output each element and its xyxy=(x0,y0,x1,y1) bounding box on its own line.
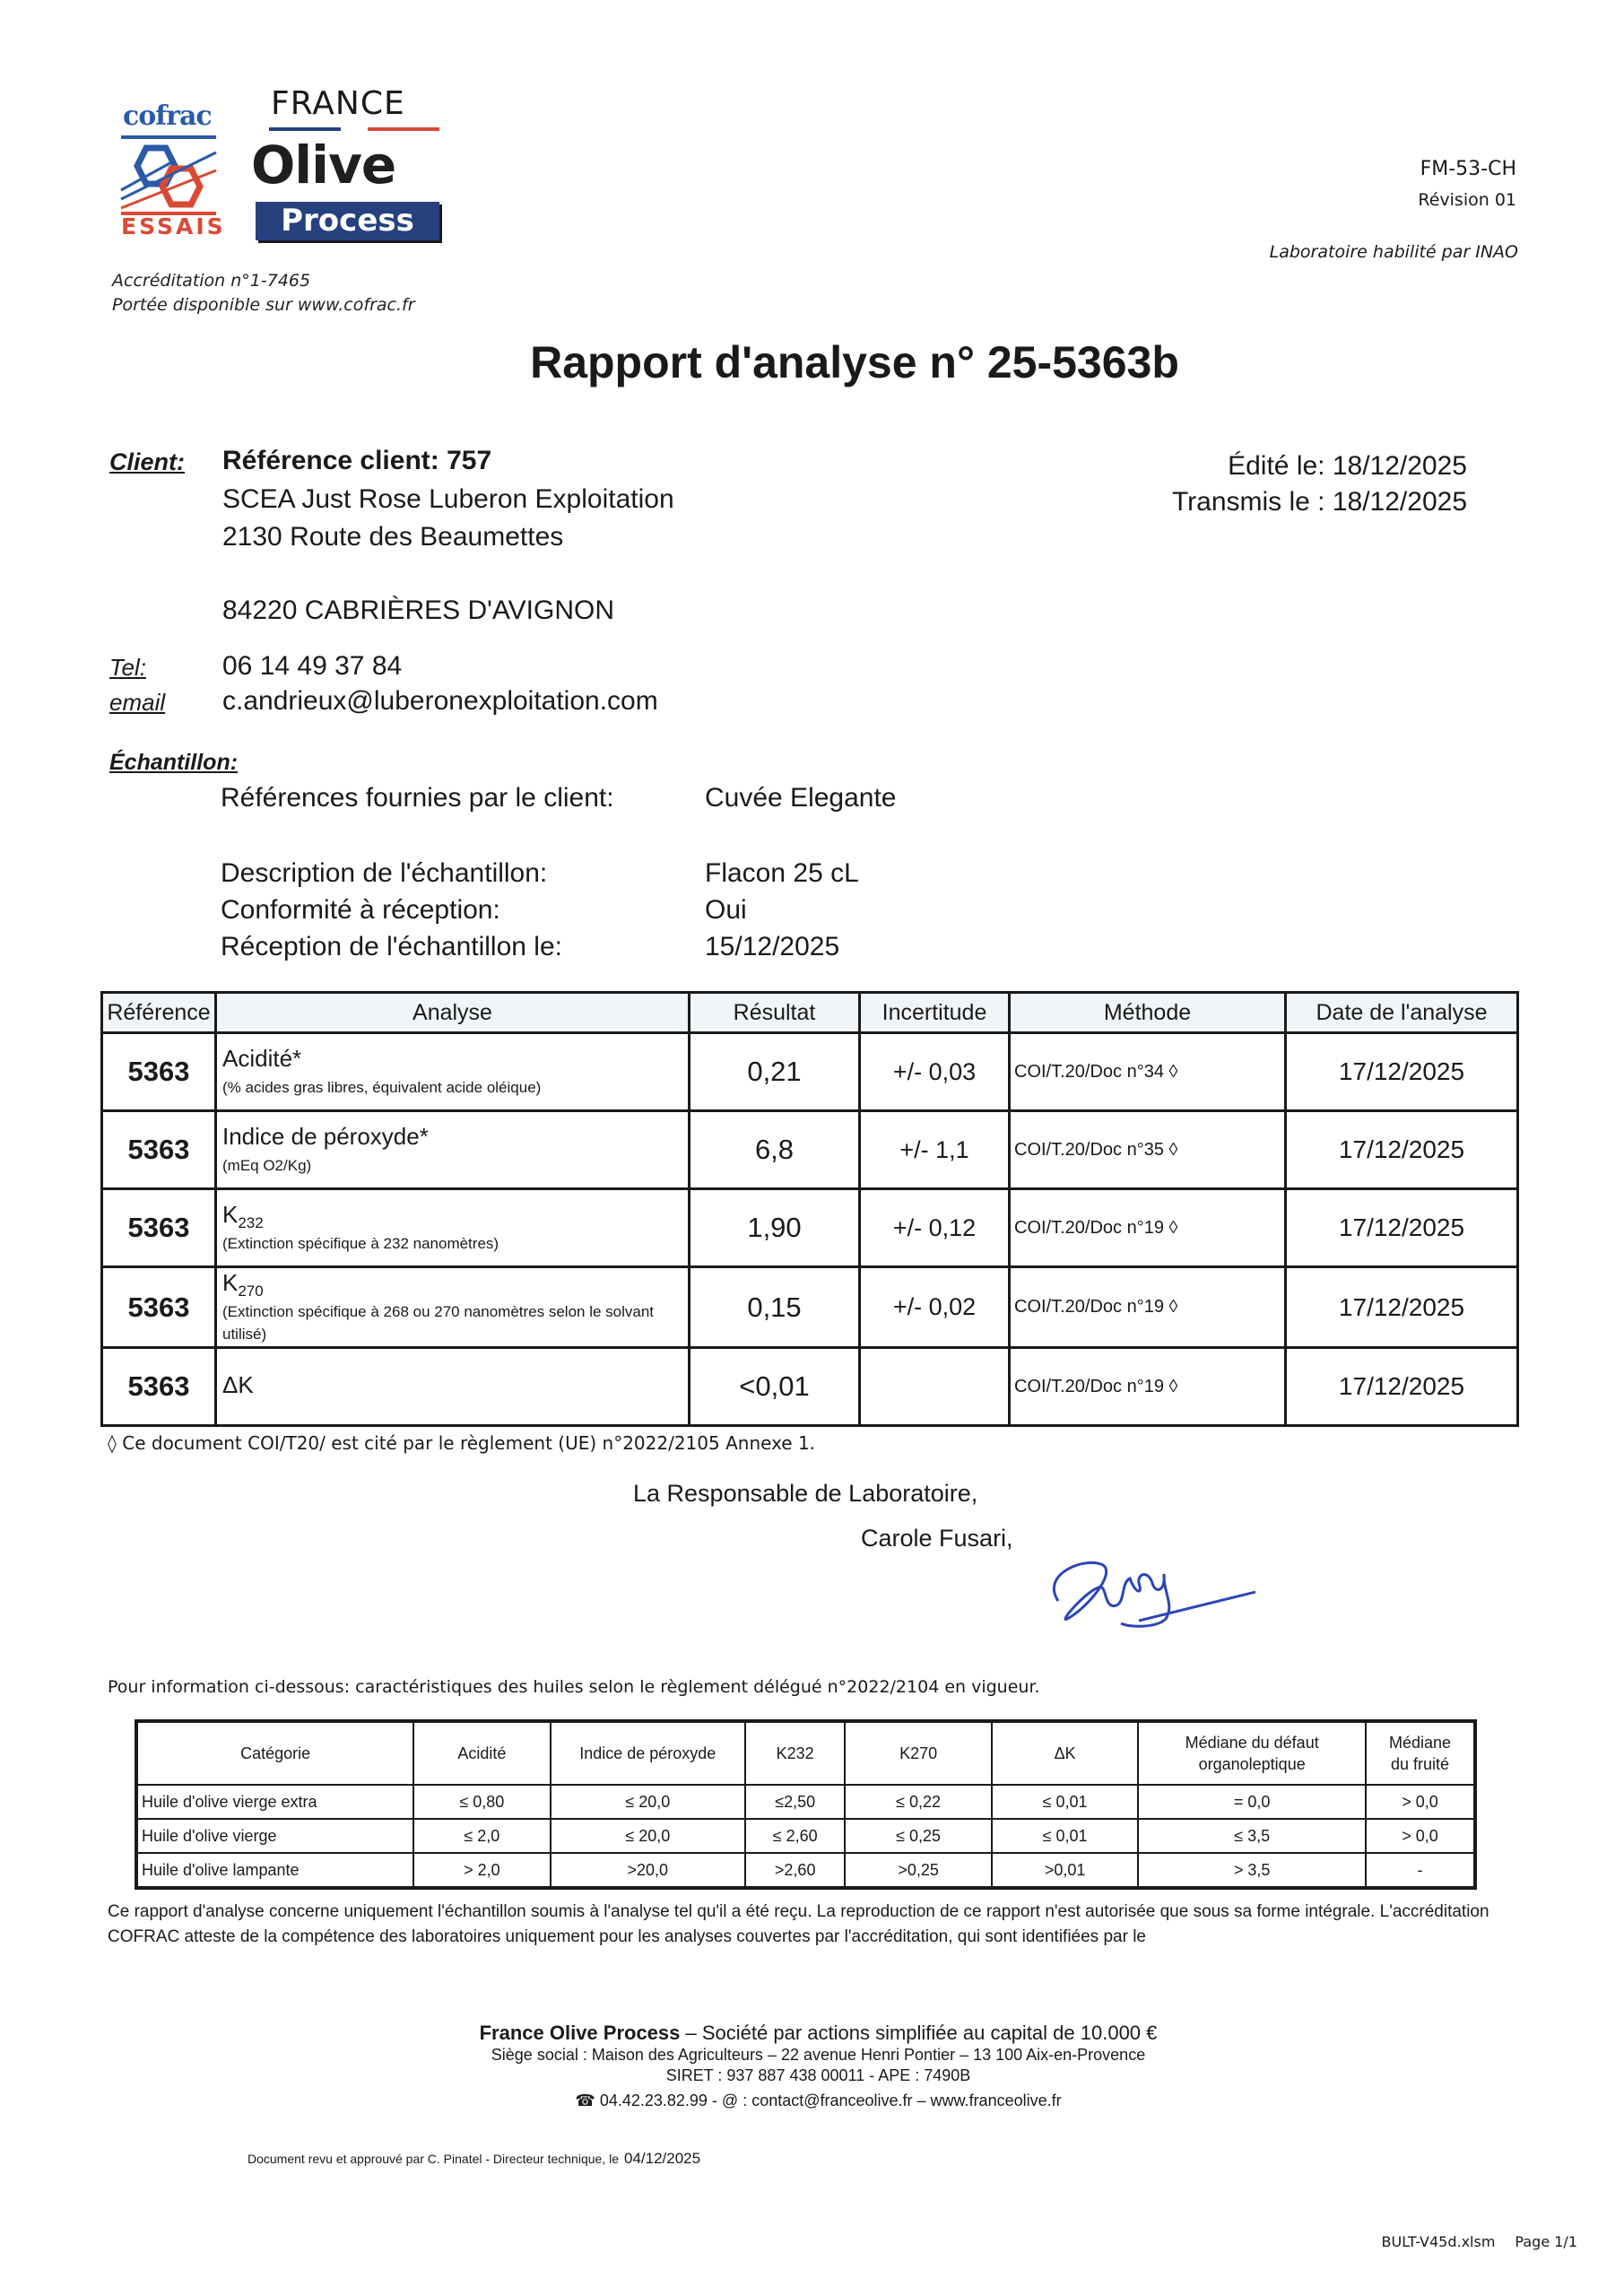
result-row xyxy=(102,1111,1518,1189)
threshold-value: ≤ 0,01 xyxy=(992,1785,1139,1819)
email-label: email xyxy=(109,689,166,716)
client-email: c.andrieux@luberonexploitation.com xyxy=(222,686,658,716)
col-header-analysis: Analyse xyxy=(216,993,690,1033)
method-reference: COI/T.20/Doc n°35 ◊ xyxy=(1010,1111,1286,1189)
tel-label: Tel: xyxy=(109,654,146,681)
analysis-label: Indice de péroxyde* xyxy=(222,1122,429,1150)
method-footnote: ◊ Ce document COI/T20/ est cité par le règlement (UE) n°2022/2105 Annexe 1. xyxy=(108,1432,816,1454)
analysis-name xyxy=(222,1371,687,1403)
analysis-date: 17/12/2025 xyxy=(1286,1111,1518,1189)
col-header-result: Résultat xyxy=(690,993,860,1033)
sample-field-value: Cuvée Elegante xyxy=(705,783,897,813)
reference-header-row xyxy=(136,1721,1475,1785)
analysis-date: 17/12/2025 xyxy=(1286,1189,1518,1267)
threshold-value: = 0,0 xyxy=(1138,1785,1366,1819)
threshold-value: ≤ 0,80 xyxy=(413,1785,550,1819)
ref-col-header: Indice de péroxyde xyxy=(551,1721,746,1785)
ref-col-header: Médiane du fruité xyxy=(1366,1721,1475,1785)
sample-field-value: 15/12/2025 xyxy=(705,932,840,961)
logo-process-banner: Process xyxy=(256,202,439,240)
threshold-value: >2,60 xyxy=(745,1853,845,1888)
legal-disclaimer: Ce rapport d'analyse concerne uniquement l'échantillon soumis à l'analyse tel qu'il a été reçu. La reproduction de ce rapport n'est autorisée que sous sa forme intégrale. L'accréditation COFRAC atteste de la compétence des laboratoires uniquement pour les analyses couvertes par l'accréditation, qui sont identifiées par le xyxy=(108,1902,1489,1946)
result-value: 6,8 xyxy=(690,1111,860,1189)
analysis-name xyxy=(222,1269,687,1300)
threshold-value: > 0,0 xyxy=(1366,1785,1475,1819)
approval-line xyxy=(248,2150,700,2168)
analysis-name xyxy=(222,1123,687,1154)
oil-category: Huile d'olive vierge xyxy=(136,1819,413,1853)
result-value: 1,90 xyxy=(690,1189,860,1267)
analysis-subscript: 232 xyxy=(238,1214,264,1232)
analysis-label: ΔK xyxy=(222,1370,254,1398)
company-address: Siège social : Maison des Agriculteurs – 22 avenue Henri Pontier – 13 100 Aix-en-Provence xyxy=(491,2046,1146,2064)
accreditation-number: Accréditation n°1-7465 xyxy=(112,271,311,291)
reference-row xyxy=(136,1853,1475,1888)
company-name: France Olive Process xyxy=(479,2022,681,2044)
analysis-cell xyxy=(216,1267,690,1348)
method-reference: COI/T.20/Doc n°19 ◊ xyxy=(1010,1267,1286,1348)
analysis-name xyxy=(222,1201,687,1232)
ref-col-header: Médiane du défaut organoleptique xyxy=(1138,1721,1366,1785)
company-ids: SIRET : 937 887 438 00011 - APE : 7490B xyxy=(665,2066,971,2084)
results-table xyxy=(100,991,1519,1427)
reference-row xyxy=(136,1819,1475,1853)
report-title: Rapport d'analyse n° 25-5363b xyxy=(530,337,1179,387)
approval-text: Document revu et approuvé par C. Pinatel - Directeur technique, le xyxy=(248,2152,619,2166)
col-header-method: Méthode xyxy=(1010,993,1286,1033)
uncertainty-value: +/- 0,12 xyxy=(860,1189,1010,1267)
revision: Révision 01 xyxy=(1418,190,1516,210)
col-header-uncertainty: Incertitude xyxy=(860,993,1010,1033)
threshold-value: > 3,5 xyxy=(1138,1853,1366,1888)
analysis-cell xyxy=(216,1033,690,1111)
reference-row xyxy=(136,1785,1475,1819)
sample-field-label: Description de l'échantillon: xyxy=(221,858,548,888)
analysis-cell xyxy=(216,1111,690,1189)
uncertainty-value: +/- 1,1 xyxy=(860,1111,1010,1189)
client-address: 2130 Route des Beaumettes xyxy=(222,522,564,552)
threshold-value: - xyxy=(1366,1853,1475,1888)
analysis-cell xyxy=(216,1189,690,1267)
threshold-value: ≤ 20,0 xyxy=(551,1785,746,1819)
threshold-value: ≤ 0,25 xyxy=(845,1819,992,1853)
logo-france-text: FRANCE xyxy=(271,85,405,122)
oil-category: Huile d'olive vierge extra xyxy=(136,1785,413,1819)
analysis-subscript: 270 xyxy=(238,1283,264,1300)
threshold-value: ≤ 0,01 xyxy=(992,1819,1139,1853)
client-city: 84220 CABRIÈRES D'AVIGNON xyxy=(222,596,614,625)
oil-category: Huile d'olive lampante xyxy=(136,1853,413,1888)
threshold-value: > 0,0 xyxy=(1366,1819,1475,1853)
threshold-value: ≤ 2,60 xyxy=(745,1819,845,1853)
threshold-value: >20,0 xyxy=(551,1853,746,1888)
signatory-name: Carole Fusari, xyxy=(861,1525,1013,1552)
report-dates xyxy=(1172,448,1467,520)
result-row xyxy=(102,1267,1518,1348)
reference-standards-table xyxy=(135,1719,1477,1890)
client-reference: Référence client: 757 xyxy=(222,446,492,475)
method-reference: COI/T.20/Doc n°34 ◊ xyxy=(1010,1033,1286,1111)
transmitted-date: Transmis le : 18/12/2025 xyxy=(1171,487,1467,517)
uncertainty-value xyxy=(860,1348,1010,1426)
analysis-label: K xyxy=(222,1269,239,1296)
sample-field-label: Références fournies par le client: xyxy=(221,783,614,813)
result-value: 0,15 xyxy=(690,1267,860,1348)
method-reference: COI/T.20/Doc n°19 ◊ xyxy=(1010,1189,1286,1267)
result-row xyxy=(102,1348,1518,1426)
sample-field-label: Conformité à réception: xyxy=(221,895,500,925)
threshold-value: ≤ 0,22 xyxy=(845,1785,992,1819)
cofrac-essais-label: ESSAIS xyxy=(121,213,226,239)
sample-reference: 5363 xyxy=(102,1267,216,1348)
results-header-row xyxy=(102,993,1518,1033)
analysis-label: K xyxy=(222,1200,239,1228)
france-olive-process-logo xyxy=(251,85,444,247)
form-code: FM-53-CH xyxy=(1420,158,1516,180)
sample-reference: 5363 xyxy=(102,1189,216,1267)
approval-date: 04/12/2025 xyxy=(624,2150,701,2167)
result-value: 0,21 xyxy=(690,1033,860,1111)
ref-col-header: K270 xyxy=(845,1721,992,1785)
analysis-date: 17/12/2025 xyxy=(1286,1267,1518,1348)
result-row xyxy=(102,1033,1518,1111)
client-name: SCEA Just Rose Luberon Exploitation xyxy=(222,484,674,514)
inao-accreditation: Laboratoire habilité par INAO xyxy=(1269,242,1518,262)
sample-field-label: Réception de l'échantillon le: xyxy=(221,932,562,961)
handwritten-signature-icon xyxy=(1031,1538,1264,1637)
phone-icon: ☎ xyxy=(575,2092,595,2109)
file-footer xyxy=(1382,2233,1578,2250)
sample-reference: 5363 xyxy=(102,1348,216,1426)
analysis-cell xyxy=(216,1348,690,1426)
page-number: Page 1/1 xyxy=(1515,2233,1577,2250)
uncertainty-value: +/- 0,02 xyxy=(860,1267,1010,1348)
cofrac-hexagon-icon xyxy=(119,135,218,215)
ref-col-header: K232 xyxy=(745,1721,845,1785)
analysis-date: 17/12/2025 xyxy=(1286,1033,1518,1111)
result-row xyxy=(102,1189,1518,1267)
analysis-description: (mEq O2/Kg) xyxy=(222,1157,312,1175)
accreditation-scope: Portée disponible sur www.cofrac.fr xyxy=(112,295,415,315)
sample-reference: 5363 xyxy=(102,1111,216,1189)
form-code-block xyxy=(1418,154,1516,215)
company-contact: 04.42.23.82.99 - @ : contact@franceolive.fr – www.franceolive.fr xyxy=(599,2092,1062,2109)
client-label: Client: xyxy=(109,448,185,475)
col-header-reference: Référence xyxy=(102,993,216,1033)
ref-col-header: Acidité xyxy=(413,1721,550,1785)
analysis-description: (Extinction spécifique à 268 ou 270 nanomètres selon le solvant utilisé) xyxy=(222,1303,655,1344)
logo-olive-text: Olive xyxy=(251,135,396,196)
uncertainty-value: +/- 0,03 xyxy=(860,1033,1010,1111)
analysis-description: (% acides gras libres, équivalent acide oléique) xyxy=(222,1079,542,1097)
ref-col-header: ΔK xyxy=(992,1721,1139,1785)
reference-table-intro: Pour information ci-dessous: caractéristiques des huiles selon le règlement délégué n°2022/2104 en vigueur. xyxy=(108,1677,1040,1697)
result-value: <0,01 xyxy=(690,1348,860,1426)
threshold-value: >0,01 xyxy=(992,1853,1139,1888)
cofrac-wordmark: cofrac xyxy=(123,100,212,132)
client-phone: 06 14 49 37 84 xyxy=(222,651,403,681)
threshold-value: ≤ 3,5 xyxy=(1138,1819,1366,1853)
sample-field-value: Flacon 25 cL xyxy=(705,858,859,888)
analysis-name xyxy=(222,1045,687,1076)
analysis-date: 17/12/2025 xyxy=(1286,1348,1518,1426)
method-reference: COI/T.20/Doc n°19 ◊ xyxy=(1010,1348,1286,1426)
accreditation-block xyxy=(112,269,415,317)
company-legal: – Société par actions simplifiée au capital de 10.000 € xyxy=(680,2022,1158,2044)
threshold-value: ≤2,50 xyxy=(745,1785,845,1819)
threshold-value: > 2,0 xyxy=(413,1853,550,1888)
ref-col-header: Catégorie xyxy=(136,1721,413,1785)
sample-reference: 5363 xyxy=(102,1033,216,1111)
sample-field-value: Oui xyxy=(705,895,747,925)
threshold-value: ≤ 20,0 xyxy=(551,1819,746,1853)
analysis-label: Acidité* xyxy=(222,1044,302,1072)
threshold-value: >0,25 xyxy=(845,1853,992,1888)
threshold-value: ≤ 2,0 xyxy=(413,1819,550,1853)
file-name: BULT-V45d.xlsm xyxy=(1381,2233,1496,2250)
signatory-role: La Responsable de Laboratoire, xyxy=(633,1480,978,1507)
analysis-description: (Extinction spécifique à 232 nanomètres) xyxy=(222,1235,499,1253)
company-footer xyxy=(0,2021,1624,2115)
edited-date: Édité le: 18/12/2025 xyxy=(1228,451,1467,481)
cofrac-logo xyxy=(119,100,226,244)
col-header-date: Date de l'analyse xyxy=(1286,993,1518,1033)
sample-label: Échantillon: xyxy=(109,750,239,775)
